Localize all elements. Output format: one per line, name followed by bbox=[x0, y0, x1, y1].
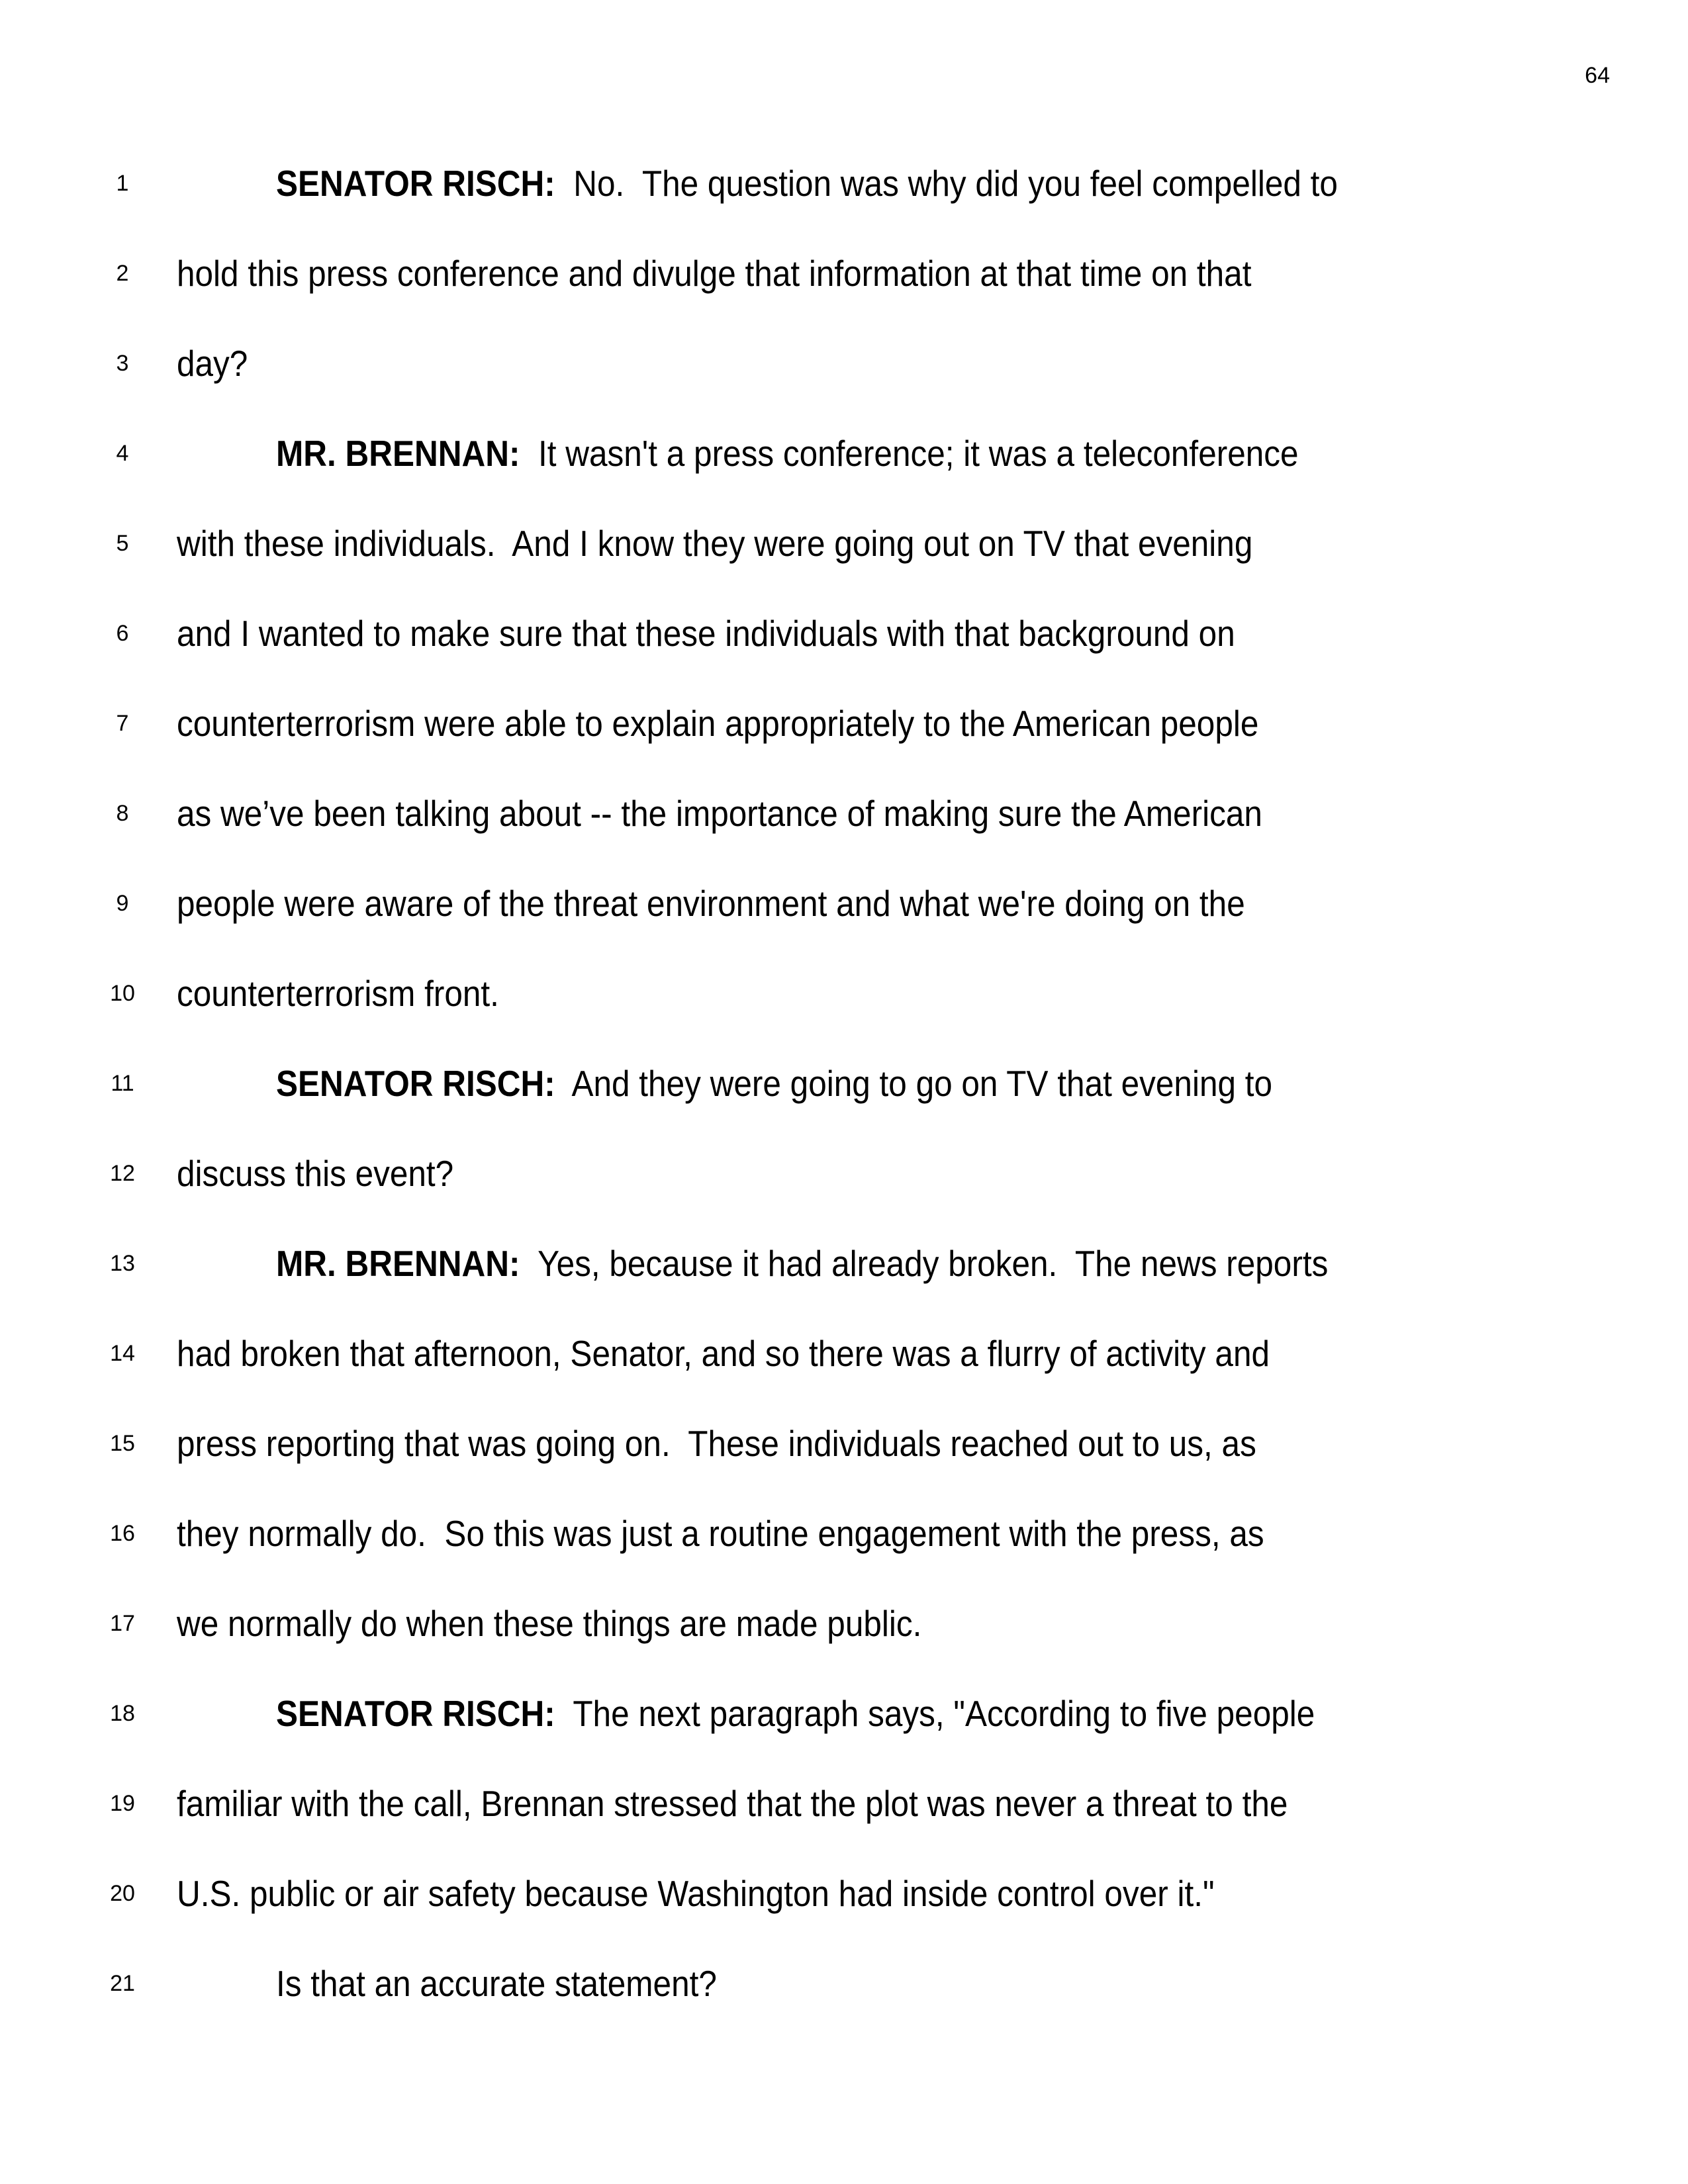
line-text bbox=[177, 498, 1252, 588]
line-text bbox=[177, 1308, 1270, 1398]
transcript-line bbox=[0, 1578, 1688, 1668]
line-number: 7 bbox=[116, 711, 129, 736]
line-text bbox=[177, 1128, 453, 1218]
transcript-line bbox=[0, 1308, 1688, 1398]
line-text bbox=[276, 1038, 1272, 1128]
spoken-text: they normally do. So this was just a routine engagement with the press, as bbox=[177, 1513, 1264, 1554]
transcript-line bbox=[0, 1848, 1688, 1938]
transcript-line bbox=[0, 408, 1688, 498]
line-text bbox=[177, 1848, 1215, 1938]
spoken-text: The next paragraph says, "According to five people bbox=[555, 1693, 1315, 1734]
spoken-text: And they were going to go on TV that evening to bbox=[555, 1063, 1273, 1104]
transcript-line bbox=[0, 1038, 1688, 1128]
line-number: 10 bbox=[110, 981, 135, 1006]
line-number: 1 bbox=[116, 171, 129, 196]
line-number: 18 bbox=[110, 1701, 135, 1726]
spoken-text: hold this press conference and divulge that information at that time on that bbox=[177, 253, 1252, 294]
transcript-line bbox=[0, 948, 1688, 1038]
line-number: 6 bbox=[116, 621, 129, 646]
line-text bbox=[177, 588, 1235, 678]
transcript-line bbox=[0, 1758, 1688, 1848]
transcript-line bbox=[0, 228, 1688, 318]
speaker-label: MR. BRENNAN: bbox=[276, 433, 520, 474]
line-number: 4 bbox=[116, 441, 129, 466]
speaker-label: MR. BRENNAN: bbox=[276, 1243, 520, 1284]
line-text bbox=[177, 1578, 921, 1668]
line-number: 15 bbox=[110, 1431, 135, 1456]
line-number: 20 bbox=[110, 1881, 135, 1906]
line-number: 9 bbox=[116, 891, 129, 916]
spoken-text: Is that an accurate statement? bbox=[276, 1963, 717, 2004]
spoken-text: counterterrorism were able to explain appropriately to the American people bbox=[177, 703, 1259, 744]
transcript-line bbox=[0, 138, 1688, 228]
line-number: 19 bbox=[110, 1791, 135, 1816]
spoken-text: No. The question was why did you feel compelled to bbox=[555, 163, 1338, 204]
spoken-text: with these individuals. And I know they were going out on TV that evening bbox=[177, 523, 1253, 564]
spoken-text: we normally do when these things are made public. bbox=[177, 1603, 922, 1644]
speaker-label: SENATOR RISCH: bbox=[276, 163, 555, 204]
spoken-text: and I wanted to make sure that these individuals with that background on bbox=[177, 613, 1235, 654]
spoken-text: familiar with the call, Brennan stressed that the plot was never a threat to the bbox=[177, 1783, 1288, 1824]
line-text bbox=[276, 138, 1338, 228]
line-text bbox=[276, 1218, 1328, 1308]
line-number: 3 bbox=[116, 351, 129, 376]
line-number: 14 bbox=[110, 1341, 135, 1366]
spoken-text: people were aware of the threat environment and what we're doing on the bbox=[177, 883, 1245, 924]
transcript-line bbox=[0, 588, 1688, 678]
line-text bbox=[276, 1668, 1315, 1758]
line-text bbox=[177, 858, 1245, 948]
transcript-line bbox=[0, 1668, 1688, 1758]
transcript-line bbox=[0, 1488, 1688, 1578]
line-text bbox=[276, 1938, 717, 2028]
transcript-line bbox=[0, 1128, 1688, 1218]
transcript-body bbox=[0, 138, 1688, 2028]
line-text bbox=[177, 678, 1258, 768]
line-number: 11 bbox=[111, 1071, 134, 1096]
line-text bbox=[276, 408, 1299, 498]
line-number: 2 bbox=[116, 261, 129, 286]
transcript-line bbox=[0, 1398, 1688, 1488]
speaker-label: SENATOR RISCH: bbox=[276, 1063, 555, 1104]
spoken-text: Yes, because it had already broken. The news reports bbox=[520, 1243, 1329, 1284]
transcript-line bbox=[0, 768, 1688, 858]
spoken-text: discuss this event? bbox=[177, 1153, 454, 1194]
line-text bbox=[177, 1488, 1264, 1578]
spoken-text: counterterrorism front. bbox=[177, 973, 499, 1014]
line-text bbox=[177, 228, 1251, 318]
transcript-line bbox=[0, 1218, 1688, 1308]
line-number: 21 bbox=[110, 1971, 135, 1996]
spoken-text: press reporting that was going on. These individuals reached out to us, as bbox=[177, 1423, 1256, 1464]
spoken-text: day? bbox=[177, 343, 248, 384]
spoken-text: as we’ve been talking about -- the importance of making sure the American bbox=[177, 793, 1262, 834]
speaker-label: SENATOR RISCH: bbox=[276, 1693, 555, 1734]
line-text bbox=[177, 1758, 1288, 1848]
spoken-text: It wasn't a press conference; it was a teleconference bbox=[520, 433, 1299, 474]
line-number: 13 bbox=[110, 1251, 135, 1276]
transcript-line bbox=[0, 318, 1688, 408]
line-number: 5 bbox=[116, 531, 129, 556]
line-number: 16 bbox=[110, 1521, 135, 1546]
line-number: 8 bbox=[116, 801, 129, 826]
line-text bbox=[177, 1398, 1256, 1488]
transcript-line bbox=[0, 1938, 1688, 2028]
line-text bbox=[177, 318, 248, 408]
transcript-line bbox=[0, 678, 1688, 768]
transcript-line bbox=[0, 498, 1688, 588]
line-number: 12 bbox=[110, 1161, 135, 1186]
page-number: 64 bbox=[1585, 63, 1610, 88]
line-number: 17 bbox=[110, 1611, 135, 1636]
line-text bbox=[177, 948, 499, 1038]
line-text bbox=[177, 768, 1262, 858]
spoken-text: had broken that afternoon, Senator, and so there was a flurry of activity and bbox=[177, 1333, 1270, 1374]
transcript-line bbox=[0, 858, 1688, 948]
spoken-text: U.S. public or air safety because Washington had inside control over it." bbox=[177, 1873, 1215, 1914]
